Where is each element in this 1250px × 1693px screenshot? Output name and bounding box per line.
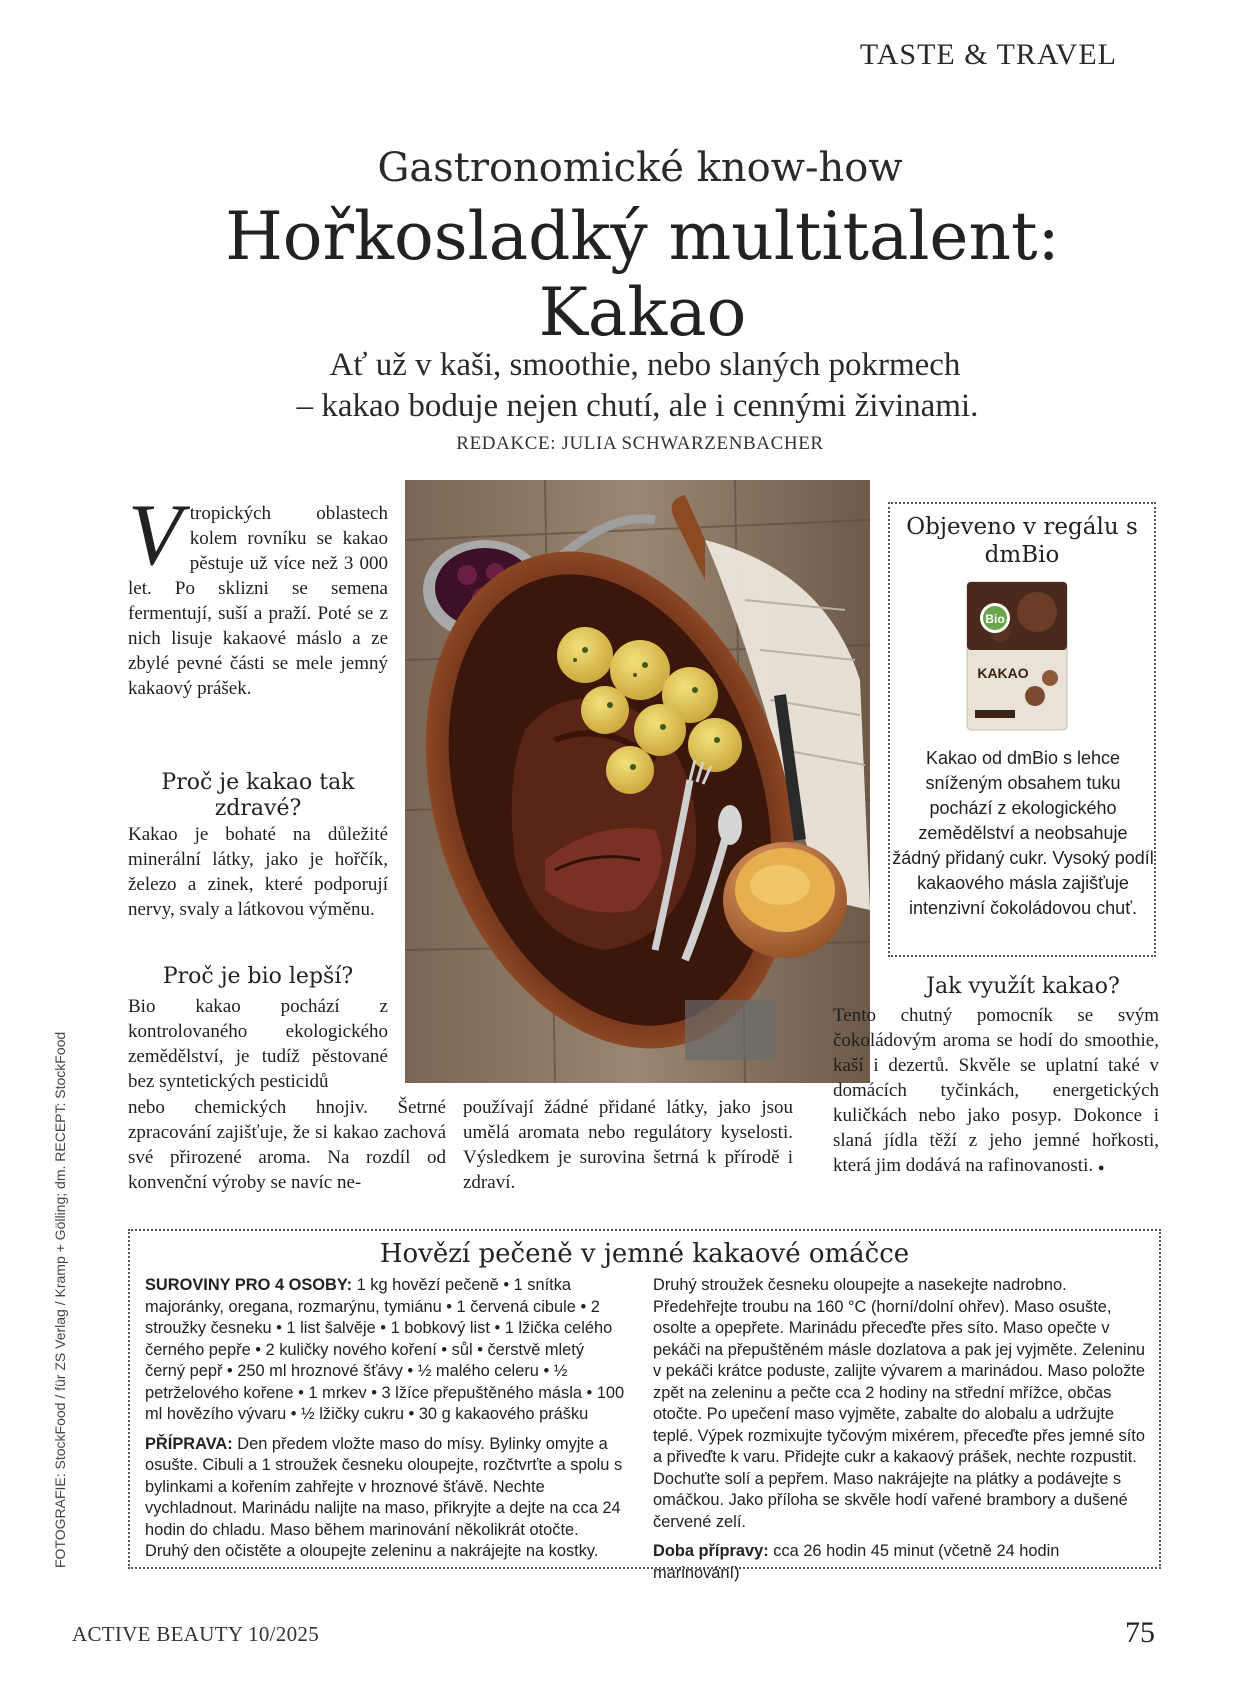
heading-how-to-use: Jak využít kakao? bbox=[926, 974, 1120, 999]
why-bio-paragraph-part-3: používají žádné přidané látky, jako jsou umělá aromata nebo regulátory kyselosti. Výsledkem je surovina šetrná k přírodě i zdraví. bbox=[463, 1097, 793, 1193]
why-healthy-paragraph: Kakao je bohaté na důležité minerální látky, jako je hořčík, železo a zinek, které podporují nervy, svaly a látkovou výměnu. bbox=[128, 824, 388, 920]
product-box-title: Objeveno v regálu s dmBio bbox=[906, 514, 1138, 568]
cocoa-package-brand: Bio bbox=[985, 612, 1005, 626]
prep-time-label: Doba přípravy: bbox=[653, 1542, 769, 1560]
article-lead-line-2: – kakao boduje nejen chutí, ale i cennými živinami. bbox=[296, 388, 979, 424]
end-mark: ● bbox=[1097, 1162, 1105, 1174]
ingredients-list: 1 kg hovězí pečeně • 1 snítka majoránky, oregana, rozmarýnu, tymiánu • 1 červená cibule • 2 stroužky česneku • 1 list šalvěje • 1 bobkový list • 1 lžička celého černého pepře • 2 kuličky nového koření • sůl • čerstvě mletý černý pepř • 250 ml hroznové šťávy • ½ malého celeru • ½ petrželového kořene • 1 mrkev • 3 lžíce přepuštěného másla • 100 ml hovězího vývaru • ½ lžičky cukru • 30 g kakaového prášku bbox=[145, 1276, 625, 1423]
why-bio-paragraph-part-1: Bio kakao pochází z kontrolovaného ekologického zemědělství, je tudíž pěstované bez syntetických pesticidů bbox=[128, 996, 388, 1092]
preparation-text-right: Druhý stroužek česneku oloupejte a nasekejte nadrobno. Předehřejte troubu na 160 °C (horní/dolní ohřev). Maso osušte, osolte a opepřete. Marinádu přeceďte přes síto. Maso opečte v pekáči na přepuštěném másle dozlatova a pak jej vyjměte. Zeleninu v pekáči krátce poduste, zalijte vývarem a marinádou. Maso položte zpět na zeleninu a pečte cca 2 hodiny na střední mřížce, občas otočte. Po upečení maso vyjměte, zabalte do alobalu a udržujte teplé. Výpek rozmixujte tyčovým mixérem, přeceďte přes jemné síto a přiveďte k varu. Přidejte cukr a kakaový prášek, nechte rozpustit. Dochuťte solí a pepřem. Maso nakrájejte na plátky a podávejte s omáčkou. Jako příloha se skvěle hodí vařené brambory a dušené červené zelí. bbox=[653, 1276, 1145, 1531]
intro-text: tropických oblastech kolem rovníku se kakao pěstuje už více než 3 000 let. Po sklizni se semena fermentují, suší a praží. Poté se z nich lisuje kakaové máslo a ze zbylé pevné části se mele jemný kakaový prášek. bbox=[128, 503, 388, 699]
heading-why-healthy: Proč je kakao tak zdravé? bbox=[161, 770, 355, 821]
intro-paragraph bbox=[128, 487, 388, 701]
heading-why-bio: Proč je bio lepší? bbox=[162, 964, 354, 989]
section-label: TASTE & TRAVEL bbox=[859, 38, 1117, 71]
how-to-use-text: Tento chutný pomocník se svým čokoládovým aroma se hodí do smoothie, kaší i dezertů. Skvěle se uplatní také v domácích tyčinkách, energetických kuličkách nebo jako posyp. Dokonce i slaná jídla těží z jeho jemné hořkosti, která jim dodává na rafinovanosti. bbox=[833, 1005, 1159, 1176]
recipe-right-column bbox=[653, 1275, 1148, 1584]
preparation-text-left: Den předem vložte maso do mísy. Bylinky omyjte a osušte. Cibuli a 1 stroužek česneku oloupejte, rozčtvrťte a spolu s bylinkami a kořením zahřejte v hroznové šťávě. Nechte vychladnout. Marinádu nalijte na maso, přikryjte a dejte na cca 24 hodin do chladu. Maso během marinování několikrát otočte. Druhý den očistěte a oloupejte zeleninu a nakrájejte na kostky. bbox=[145, 1434, 623, 1560]
article-title-line-1: Hořkosladký multitalent: bbox=[225, 198, 1060, 275]
ingredients-label: SUROVINY PRO 4 OSOBY: bbox=[145, 1276, 353, 1294]
article-lead-line-1: Ať už v kaši, smoothie, nebo slaných pokrmech bbox=[329, 347, 961, 383]
article-title-line-2: Kakao bbox=[538, 274, 747, 351]
cocoa-package-label: KAKAO bbox=[977, 665, 1029, 681]
product-description: Kakao od dmBio s lehce sníženým obsahem tuku pochází z ekologického zemědělství a neobsahuje žádný přidaný cukr. Vysoký podíl kakaového másla zajišťuje intenzivní čokoládovou chuť. bbox=[892, 748, 1154, 918]
recipe-left-column bbox=[145, 1275, 625, 1563]
magazine-issue: ACTIVE BEAUTY 10/2025 bbox=[72, 1622, 319, 1646]
prep-time-value: cca 26 hodin 45 minut (včetně 24 hodin marinování) bbox=[653, 1542, 1060, 1582]
how-to-use-paragraph bbox=[833, 1003, 1159, 1181]
article-kicker: Gastronomické know-how bbox=[377, 145, 903, 191]
why-bio-paragraph-part-2: nebo chemických hnojiv. Šetrné zpracování zajišťuje, že si kakao zachová své přirozené aroma. Na rozdíl od konvenční výroby se navíc ne- bbox=[128, 1097, 446, 1193]
drop-cap: V bbox=[128, 487, 182, 584]
recipe-title: Hovězí pečeně v jemné kakaové omáčce bbox=[379, 1239, 910, 1269]
page-number: 75 bbox=[1125, 1616, 1155, 1649]
preparation-label: PŘÍPRAVA: bbox=[145, 1434, 233, 1453]
cocoa-package-image bbox=[965, 578, 1070, 733]
photo-credits: FOTOGRAFIE: StockFood / für ZS Verlag / Kramp + Gölling; dm. RECEPT: StockFood bbox=[52, 1031, 68, 1568]
roast-beef-photo bbox=[405, 480, 870, 1083]
article-byline: REDAKCE: JULIA SCHWARZENBACHER bbox=[456, 433, 824, 454]
